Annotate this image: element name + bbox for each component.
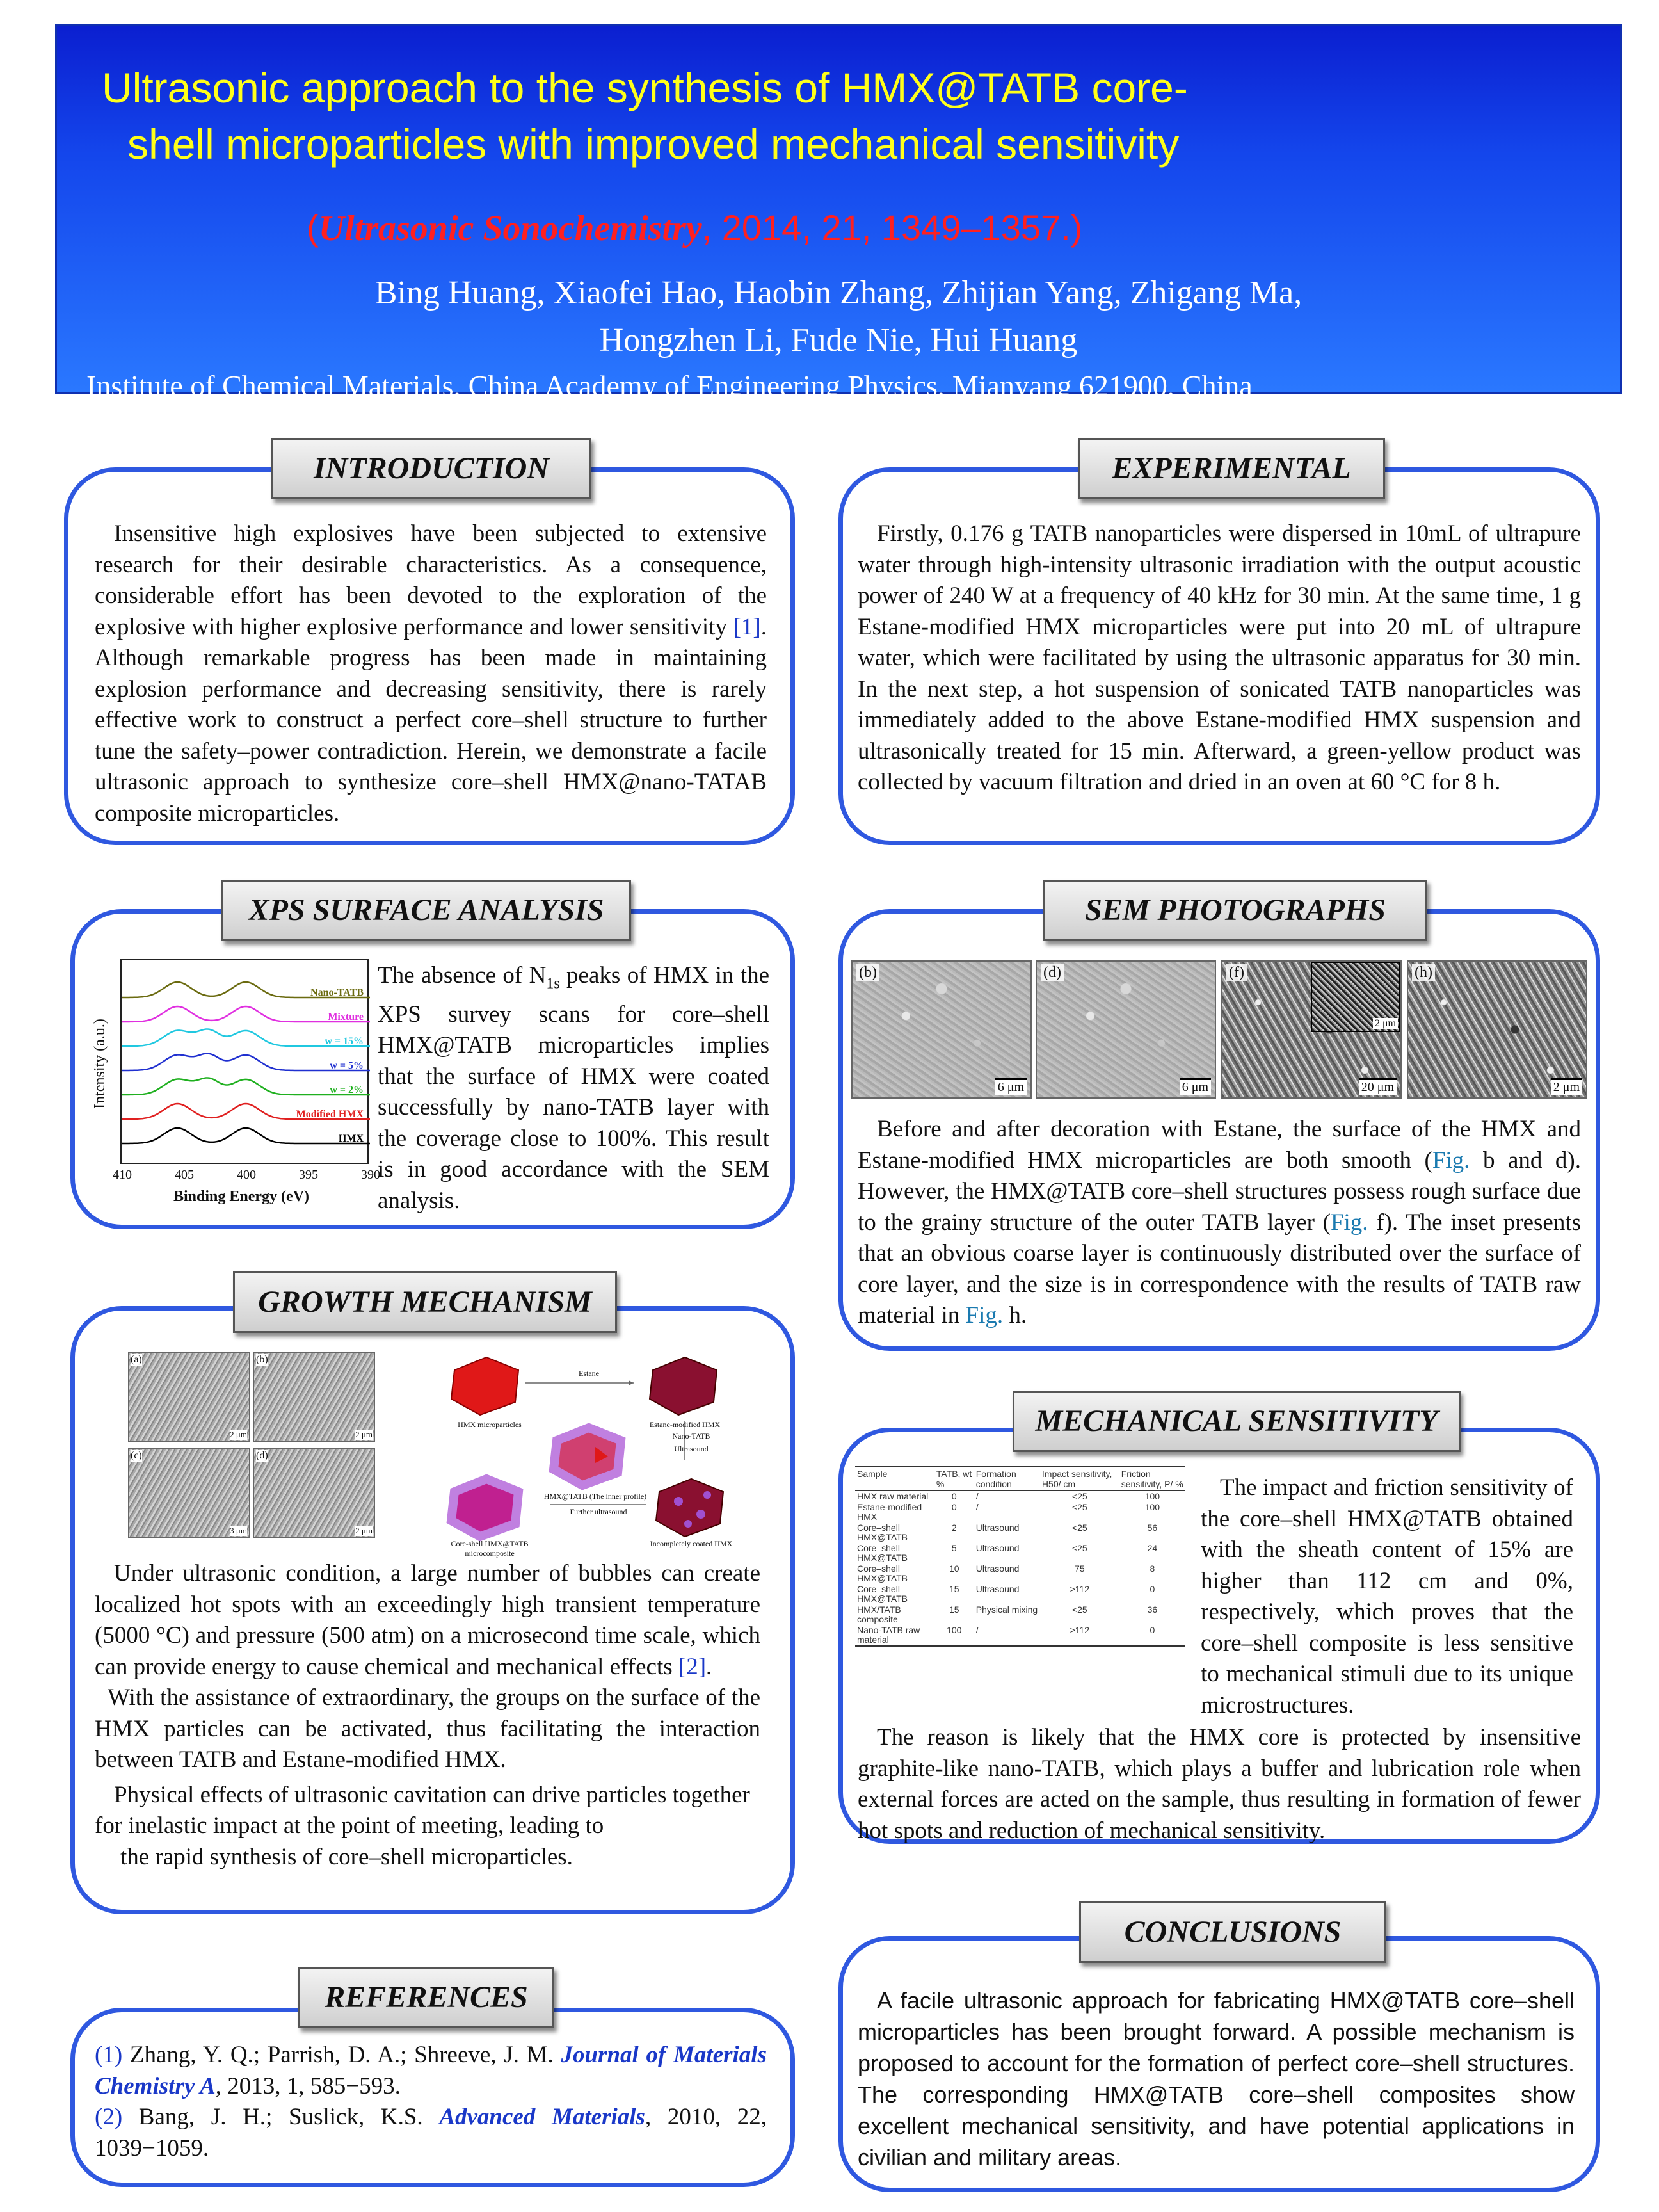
xps-tick-label: 405 — [175, 1168, 194, 1182]
growth-image-d — [253, 1448, 375, 1538]
mech-cell: 15 — [949, 1584, 959, 1594]
intro-ref-1: [1] — [733, 613, 761, 640]
poster-title — [57, 60, 1620, 172]
introduction-text — [95, 519, 767, 829]
mech-p2: The reason is likely that the HMX core is protected by insensitive graphite-like nano-TATB, which plays a buffer and lubrication role when external forces are acted on the sample, thus resulting in formation of fewer hot spots and reduction of mechanical sensitivity. — [858, 1724, 1581, 1844]
xps-legend-label: HMX — [338, 1133, 364, 1144]
sem-fig-h: Fig. — [965, 1302, 1004, 1328]
mech-cell: >112 — [1070, 1584, 1090, 1594]
growth-ref-2: [2] — [678, 1653, 707, 1680]
ref2-journal: Advanced Materials — [439, 2104, 645, 2130]
growth-p3a: Physical effects of ultrasonic cavitation can drive particles together for inelastic impact at the point of meeting, leading to — [95, 1781, 750, 1839]
growth-title: GROWTH MECHANISM — [233, 1271, 617, 1333]
mech-cell: 75 — [1075, 1563, 1085, 1574]
gm-cap-inner: HMX@TATB (The inner profile) — [543, 1492, 647, 1501]
intro-part-1: Insensitive high explosives have been subjected to extensive research for their desirable characteristics. As a consequence, considerable effort has been devoted to the exploration of the explosive with higher explosive performance and lower sensitivity — [95, 521, 767, 640]
ref2-rest: , 2010, 22, 1039−1059. — [95, 2104, 767, 2161]
growth-image-c — [128, 1448, 250, 1538]
mech-cell: Core–shell HMX@TATB — [857, 1584, 908, 1604]
mech-cell: 0 — [1150, 1584, 1155, 1594]
mech-cell: <25 — [1071, 1491, 1087, 1501]
experimental-text — [858, 519, 1581, 798]
mech-cell: 0 — [951, 1502, 957, 1512]
mech-cell: 100 — [1144, 1502, 1160, 1512]
experimental-title: EXPERIMENTAL — [1078, 438, 1385, 499]
sem-fig-b: Fig. — [1432, 1147, 1470, 1174]
title-line-2: shell microparticles with improved mechanical sensitivity — [127, 120, 1180, 168]
experimental-body: Firstly, 0.176 g TATB nanoparticles were dispersed in 10mL of ultrapure water through high-intensity ultrasonic irradiation with the output acoustic power of 240 W at a frequency of 40 kHz for 30 min. At the same time, 1 g Estane-modified HMX microparticles were put into 20 mL of ultrapure water, which were facilitated by using the ultrasonic apparatus for 30 min. In the next step, a hot suspension of sonicated TATB nanoparticles was immediately added to the above Estane-modified HMX suspension and ultrasonically treated for 15 min. Afterward, a green-yellow product was collected by vacuum filtration and dried in an oven at 60 °C for 8 h. — [858, 521, 1581, 795]
mech-cell: Ultrasound — [975, 1522, 1020, 1533]
mech-row — [855, 1563, 1185, 1584]
mechanical-text-1 — [1201, 1473, 1573, 1721]
xps-text-b: peaks of HMX in the XPS survey scans for core–shell HMX@TATB microparticles implies that the surface of HMX were coated successfully by nano-TATB layer with the coverage close to 100%. This result is in good accordance with the SEM analysis. — [378, 962, 770, 1214]
gm-scale-d: 2 μm — [355, 1526, 373, 1535]
mech-cell: Ultrasound — [975, 1584, 1020, 1594]
xps-legend-label: w = 15% — [325, 1036, 364, 1047]
xps-tick-label: 395 — [299, 1168, 318, 1182]
growth-p3b: the rapid synthesis of core–shell microparticles. — [120, 1843, 573, 1870]
mech-cell: 15 — [949, 1604, 959, 1615]
xps-legend-label: w = 2% — [330, 1085, 364, 1095]
ref1-authors: Zhang, Y. Q.; Parrish, D. A.; Shreeve, J. M. — [122, 2042, 561, 2068]
sem-t2: b and d). However, the HMX@TATB core–shell structures possess rough surface due to the grainy structure of the outer TATB layer ( — [858, 1147, 1581, 1236]
mechanical-table — [855, 1466, 1185, 1647]
mech-h2: Formation condition — [974, 1467, 1040, 1491]
mech-h0: Sample — [855, 1467, 934, 1491]
gm-label-c: (c) — [131, 1450, 142, 1461]
mech-cell: 2 — [951, 1522, 957, 1533]
inner-profile-crystal — [554, 1428, 621, 1485]
growth-p2 — [95, 1683, 760, 1776]
mech-cell: / — [975, 1502, 979, 1512]
mechanical-table-body — [855, 1491, 1185, 1647]
xps-legend-label: Modified HMX — [296, 1109, 364, 1120]
citation-open: ( — [307, 207, 319, 248]
gm-cap-core-shell: Core-shell HMX@TATB microcomposite — [451, 1539, 529, 1558]
mech-cell: 100 — [934, 1625, 974, 1646]
growth-p1b: . — [706, 1653, 712, 1680]
sem-label-d: (d) — [1041, 964, 1064, 981]
sem-t4: h. — [1003, 1302, 1027, 1328]
mech-row — [855, 1522, 1185, 1543]
mech-cell: 8 — [1150, 1563, 1155, 1574]
reference-2 — [95, 2102, 767, 2164]
institute: Institute of Chemical Materials, China Academy of Engineering Physics, Mianyang 621900, China — [86, 369, 1253, 402]
gm-cap-estane-hmx: Estane-modified HMX — [649, 1420, 721, 1429]
growth-text — [95, 1558, 760, 1873]
xps-tick-label: 390 — [361, 1168, 380, 1182]
xps-ylabel: Intensity (a.u.) — [91, 1019, 108, 1109]
mech-cell: <25 — [1071, 1522, 1087, 1533]
xps-legend-label: w = 5% — [330, 1060, 364, 1071]
mech-cell: <25 — [1071, 1543, 1087, 1553]
growth-p2-text: With the assistance of extraordinary, the groups on the surface of the HMX particles can be activated, thus facilitating the interaction between TATB and Estane-modified HMX. — [95, 1684, 760, 1773]
mech-row — [855, 1584, 1185, 1604]
ref1-rest: , 2013, 1, 585−593. — [215, 2072, 401, 2099]
authors-line-2: Hongzhen Li, Fude Nie, Hui Huang — [599, 322, 1078, 359]
xps-chart — [74, 953, 380, 1209]
mech-row — [855, 1604, 1185, 1625]
sem-panel-f — [1221, 960, 1402, 1099]
sem-inset — [1311, 962, 1400, 1032]
mech-cell: Ultrasound — [975, 1543, 1020, 1553]
sem-scale-b: 6 μm — [995, 1078, 1027, 1095]
core-shell-crystal — [451, 1479, 518, 1537]
sem-fig-f: Fig. — [1330, 1209, 1368, 1236]
mech-cell: 5 — [951, 1543, 957, 1553]
gm-label-a: (a) — [131, 1354, 142, 1365]
mech-cell: Estane-modified HMX — [857, 1502, 922, 1522]
xps-legend-label: Nano-TATB — [310, 987, 364, 998]
mech-header-row — [855, 1467, 1185, 1491]
xps-legend-label: Mixture — [328, 1012, 364, 1022]
mech-cell: Physical mixing — [975, 1604, 1038, 1615]
citation-rest: , 2014, 21, 1349–1357.) — [701, 207, 1083, 248]
sem-panel-h — [1407, 960, 1587, 1099]
mech-row — [855, 1502, 1185, 1522]
incomplete-crystal — [656, 1479, 723, 1537]
sem-text — [858, 1114, 1581, 1332]
mech-cell: 36 — [1147, 1604, 1158, 1615]
sem-title: SEM PHOTOGRAPHS — [1043, 880, 1427, 941]
growth-image-b — [253, 1352, 375, 1442]
growth-p1a: Under ultrasonic condition, a large number of bubbles can create localized hot spots with an exceedingly high transient temperature (5000 °C) and pressure (500 atm) on a microsecond time scale, which can provide energy to cause chemical and mechanical effects — [95, 1560, 760, 1680]
conclusions-text — [858, 1985, 1575, 2173]
authors — [57, 270, 1620, 364]
reference-1 — [95, 2040, 767, 2102]
xps-title: XPS SURFACE ANALYSIS — [221, 880, 631, 941]
gm-label-d: (d) — [256, 1450, 268, 1461]
sem-t3: f). The inset presents that an obvious coarse layer is continuously distributed over the surface of core layer, and the size is in correspondence with the results of TATB raw material in — [858, 1209, 1581, 1328]
xps-series-line — [122, 1128, 370, 1143]
mech-cell: <25 — [1071, 1604, 1087, 1615]
mech-cell: Core–shell HMX@TATB — [857, 1563, 908, 1583]
ref1-num: (1) — [95, 2042, 123, 2068]
mech-cell: / — [974, 1625, 1040, 1646]
mech-cell: Core–shell HMX@TATB — [857, 1543, 908, 1563]
mech-cell: 56 — [1147, 1522, 1158, 1533]
gm-cap-estane: Estane — [579, 1369, 599, 1378]
mechanical-title: MECHANICAL SENSITIVITY — [1013, 1391, 1461, 1452]
mech-cell: <25 — [1071, 1502, 1087, 1512]
mech-row — [855, 1625, 1185, 1646]
mech-cell: Nano-TATB raw material — [855, 1625, 934, 1646]
sem-label-h: (h) — [1412, 964, 1435, 981]
mech-p1: The impact and friction sensitivity of the core–shell HMX@TATB obtained with the sheath content of 15% are higher than 112 cm and 0%, respectively, which proves that the core–shell composite is less sensitive to mechanical stimuli due to its unique microstructures. — [1201, 1474, 1573, 1718]
mech-cell: 0 — [1119, 1625, 1185, 1646]
mechanical-text-2 — [858, 1722, 1581, 1846]
mech-cell: HMX/TATB composite — [857, 1604, 901, 1624]
mech-h3: Impact sensitivity, H50/ cm — [1040, 1467, 1119, 1491]
poster-header — [55, 24, 1622, 402]
growth-image-a — [128, 1352, 250, 1442]
mech-h4: Friction sensitivity, P/ % — [1119, 1467, 1185, 1491]
sem-label-b: (b) — [856, 964, 879, 981]
xps-xlabel: Binding Energy (eV) — [173, 1188, 310, 1205]
mech-cell: 24 — [1147, 1543, 1158, 1553]
ref2-authors: Bang, J. H.; Suslick, K.S. — [122, 2104, 440, 2130]
mech-row — [855, 1491, 1185, 1503]
citation-journal: Ultrasonic Sonochemistry — [318, 209, 702, 248]
gm-scale-a: 2 μm — [230, 1430, 247, 1439]
xps-text — [378, 960, 769, 1216]
gm-cap-further: Further ultrasound — [570, 1507, 627, 1516]
sem-scale-d: 6 μm — [1180, 1078, 1211, 1095]
gm-scale-c: 3 μm — [230, 1526, 247, 1535]
mech-row — [855, 1543, 1185, 1563]
xps-text-sub: 1s — [546, 975, 560, 992]
citation — [307, 207, 1082, 249]
introduction-title: INTRODUCTION — [271, 438, 591, 499]
mech-cell: 0 — [951, 1491, 957, 1501]
sem-inset-scale: 2 μm — [1373, 1018, 1398, 1029]
sem-label-f: (f) — [1226, 964, 1247, 981]
gm-cap-hmx: HMX microparticles — [458, 1420, 522, 1429]
sem-panel-b — [851, 960, 1032, 1099]
gm-cap-incomplete: Incompletely coated HMX — [650, 1539, 733, 1548]
mech-cell: / — [975, 1491, 979, 1501]
references-text — [95, 2040, 767, 2164]
hmx-crystal — [451, 1357, 518, 1415]
mech-cell: Core–shell HMX@TATB — [857, 1522, 908, 1542]
xps-text-a: The absence of N — [378, 962, 547, 989]
mech-cell: 10 — [949, 1563, 959, 1574]
growth-p3 — [95, 1780, 760, 1873]
xps-tick-label: 400 — [237, 1168, 256, 1182]
ref1-journal: Journal of Materials Chemistry A — [95, 2042, 767, 2099]
sem-scale-f: 20 μm — [1359, 1078, 1397, 1095]
gm-label-b: (b) — [256, 1354, 268, 1365]
mech-cell: Ultrasound — [975, 1563, 1020, 1574]
gm-scale-b: 2 μm — [355, 1430, 373, 1439]
mech-cell: HMX raw material — [857, 1491, 929, 1501]
references-title: REFERENCES — [298, 1967, 554, 2028]
sem-t1: Before and after decoration with Estane, the surface of the HMX and Estane-modified HMX microparticles are both smooth ( — [858, 1116, 1581, 1174]
xps-plot-frame — [120, 959, 369, 1164]
mech-cell: 100 — [1144, 1491, 1160, 1501]
conclusions-title: CONCLUSIONS — [1079, 1901, 1386, 1963]
growth-p1 — [95, 1558, 760, 1683]
ref2-num: (2) — [95, 2104, 123, 2130]
conclusions-body: A facile ultrasonic approach for fabricating HMX@TATB core–shell microparticles has been brought forward. A possible mechanism is proposed to account for the formation of perfect core–shell structures. The corresponding HMX@TATB core–shell composites show excellent mechanical sensitivity, and have potential applications in civilian and military areas. — [858, 1987, 1575, 2170]
gm-cap-ultrasound: Ultrasound — [674, 1444, 709, 1453]
mech-h1: TATB, wt % — [934, 1467, 974, 1491]
authors-line-1: Bing Huang, Xiaofei Hao, Haobin Zhang, Zhijian Yang, Zhigang Ma, — [374, 275, 1302, 311]
gm-cap-nano-tatb: Nano-TATB — [672, 1432, 710, 1441]
estane-hmx-crystal — [650, 1357, 717, 1415]
title-line-1: Ultrasonic approach to the synthesis of HMX@TATB core- — [102, 64, 1188, 111]
mech-cell: >112 — [1040, 1625, 1119, 1646]
intro-part-2: . Although remarkable progress has been made in maintaining explosion performance and decreasing sensitivity, there is rarely effective work to construct a perfect core–shell structure to further tune the safety–power contradiction. Herein, we demonstrate a facile ultrasonic approach to synthesize core–shell HMX@nano-TATAB composite microparticles. — [95, 613, 767, 827]
sem-scale-h: 2 μm — [1551, 1078, 1582, 1095]
xps-tick-label: 410 — [113, 1168, 132, 1182]
sem-panel-d — [1036, 960, 1216, 1099]
